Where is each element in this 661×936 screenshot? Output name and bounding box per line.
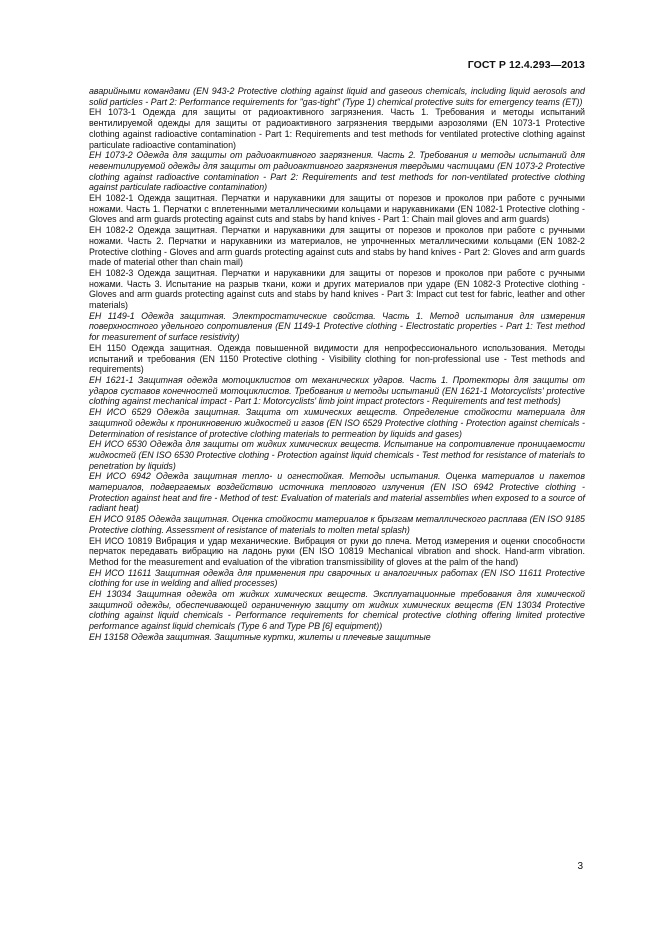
page-number: 3 bbox=[577, 861, 583, 872]
paragraph: ЕН ИСО 10819 Вибрация и удар механические. Вибрация от руки до плеча. Метод измерения и оценки способности перчаток передавать вибрацию на ладонь руки (EN ISO 10819 Mechanical vibration and shock. Hand-arm vibration. Method for the measurement and evaluation of the vibration transmissibility of gloves at the palm of the hand) bbox=[89, 535, 585, 567]
paragraph: ЕН 1621-1 Защитная одежда мотоциклистов от механических ударов. Часть 1. Протекторы для защиты от ударов суставов конечностей мотоциклистов. Требования и методы испытаний (EN 1621-1 Motorcyclists' protective clothing against mechanical impact - Part 1: Motorcyclists' limb joint impact protectors - Requirements and test methods) bbox=[89, 374, 585, 407]
paragraph: ЕН ИСО 9185 Одежда защитная. Оценка стойкости материалов к брызгам металлического расплава (EN ISO 9185 Protective clothing. Assessment of resistance of materials to molten metal splash) bbox=[89, 514, 585, 535]
paragraph: ЕН 1082-1 Одежда защитная. Перчатки и нарукавники для защиты от порезов и проколов при работе с ручными ножами. Часть 1. Перчатки с вплетенными металлическими кольцами и нарукавниками (EN 1082-1 Protective clothing - Gloves and arm guards protecting against cuts and stabs by hand knives - Part 1: Chain mail gloves and arm guards) bbox=[89, 193, 585, 225]
paragraph: ЕН 1150 Одежда защитная. Одежда повышенной видимости для непрофессионального использования. Методы испытаний и требования (EN 1150 Protective clothing - Visibility clothing for non-professional use - Test methods and requirements) bbox=[89, 342, 585, 375]
paragraph: ЕН 13034 Защитная одежда от жидких химических веществ. Эксплуатационные требования для химической защитной одежды, обеспечивающей ограниченную защиту от жидких химических веществ (EN 13034 Protective clothing against liquid chemicals - Performance requirements for chemical protective clothing offering limited protective performance against liquid chemicals (Type 6 and Type PB [6] equipment)) bbox=[89, 589, 585, 632]
paragraph: ЕН ИСО 6529 Одежда защитная. Защита от химических веществ. Определение стойкости материала для защитной одежды к проникновению жидкостей и газов (EN ISO 6529 Protective clothing - Protection against chemicals - Determination of resistance of protective clothing materials to permeation by liquids and gases) bbox=[89, 407, 585, 439]
paragraph: ЕН 1082-3 Одежда защитная. Перчатки и нарукавники для защиты от порезов и проколов при работе с ручными ножами. Часть 3. Испытание на разрыв ткани, кожи и других материалов при ударе (EN 1082-3 Protective clothing - Gloves and arm guards protecting against cuts and stabs by hand knives - Part 3: Impact cut test for fabric, leather and other materials) bbox=[89, 267, 585, 311]
paragraph: ЕН 1082-2 Одежда защитная. Перчатки и нарукавники для защиты от порезов и проколов при работе с ручными ножами. Часть 2. Перчатки и нарукавники из материалов, не упрочненных металлическими кольцами (EN 1082-2 Protective clothing - Gloves and arm guards protecting against cuts and stabs by hand knives - Part 2: Gloves and arm guards made of material other than chain mail) bbox=[89, 225, 585, 268]
standard-code-header: ГОСТ Р 12.4.293—2013 bbox=[467, 59, 585, 71]
paragraph: ЕН ИСО 11611 Защитная одежда для применения при сварочных и аналогичных работах (EN ISO 11611 Protective clothing for use in welding and allied processes) bbox=[89, 567, 585, 589]
paragraph: ЕН 1149-1 Одежда защитная. Электростатические свойства. Часть 1. Метод испытания для измерения поверхностного удельного сопротивления (EN 1149-1 Protective clothing - Electrostatic properties - Part 1: Test method for measurement of surface resistivity) bbox=[89, 310, 585, 343]
paragraph: ЕН 13158 Одежда защитная. Защитные куртки, жилеты и плечевые защитные bbox=[89, 631, 431, 642]
paragraph: аварийными командами (EN 943-2 Protective clothing against liquid and gaseous chemicals, including liquid aerosols and solid particles - Part 2: Performance requirements for "gas-tight" (Type 1) chemical protective suits for emergency teams (ET)) bbox=[89, 86, 585, 107]
paragraph: ЕН ИСО 6530 Одежда для защиты от жидких химических веществ. Испытание на сопротивление проницаемости жидкостей (EN ISO 6530 Protective clothing - Protection against liquid chemicals - Test method for resistance of materials to penetration by liquids) bbox=[89, 439, 585, 471]
paragraph: ЕН 1073-2 Одежда для защиты от радиоактивного загрязнения. Часть 2. Требования и методы испытаний для невентилируемой одежды для защиты от радиоактивного загрязнения твердыми частицами (EN 1073-2 Protective clothing against radioactive contamination - Part 2: Requirements and test methods for non-ventilated protective clothing against particulate radioactive contamination) bbox=[89, 150, 585, 193]
paragraph: ЕН 1073-1 Одежда для защиты от радиоактивного загрязнения. Часть 1. Требования и методы испытаний вентилируемой одежды для защиты от радиоактивного загрязнения твердыми аэрозолями (EN 1073-1 Protective clothing against radioactive contamination - Part 1: Requirements and test methods for ventilated protective clothing against particulate radioactive contamination) bbox=[89, 107, 585, 150]
paragraph: ЕН ИСО 6942 Одежда защитная тепло- и огнестойкая. Методы испытания. Оценка материалов и пакетов материалов, подвергаемых воздействию источника теплового излучения (EN ISO 6942 Protective clothing - Protection against heat and fire - Method of test: Evaluation of materials and material assemblies when exposed to a source of radiant heat) bbox=[89, 471, 585, 514]
document-body bbox=[89, 86, 585, 643]
